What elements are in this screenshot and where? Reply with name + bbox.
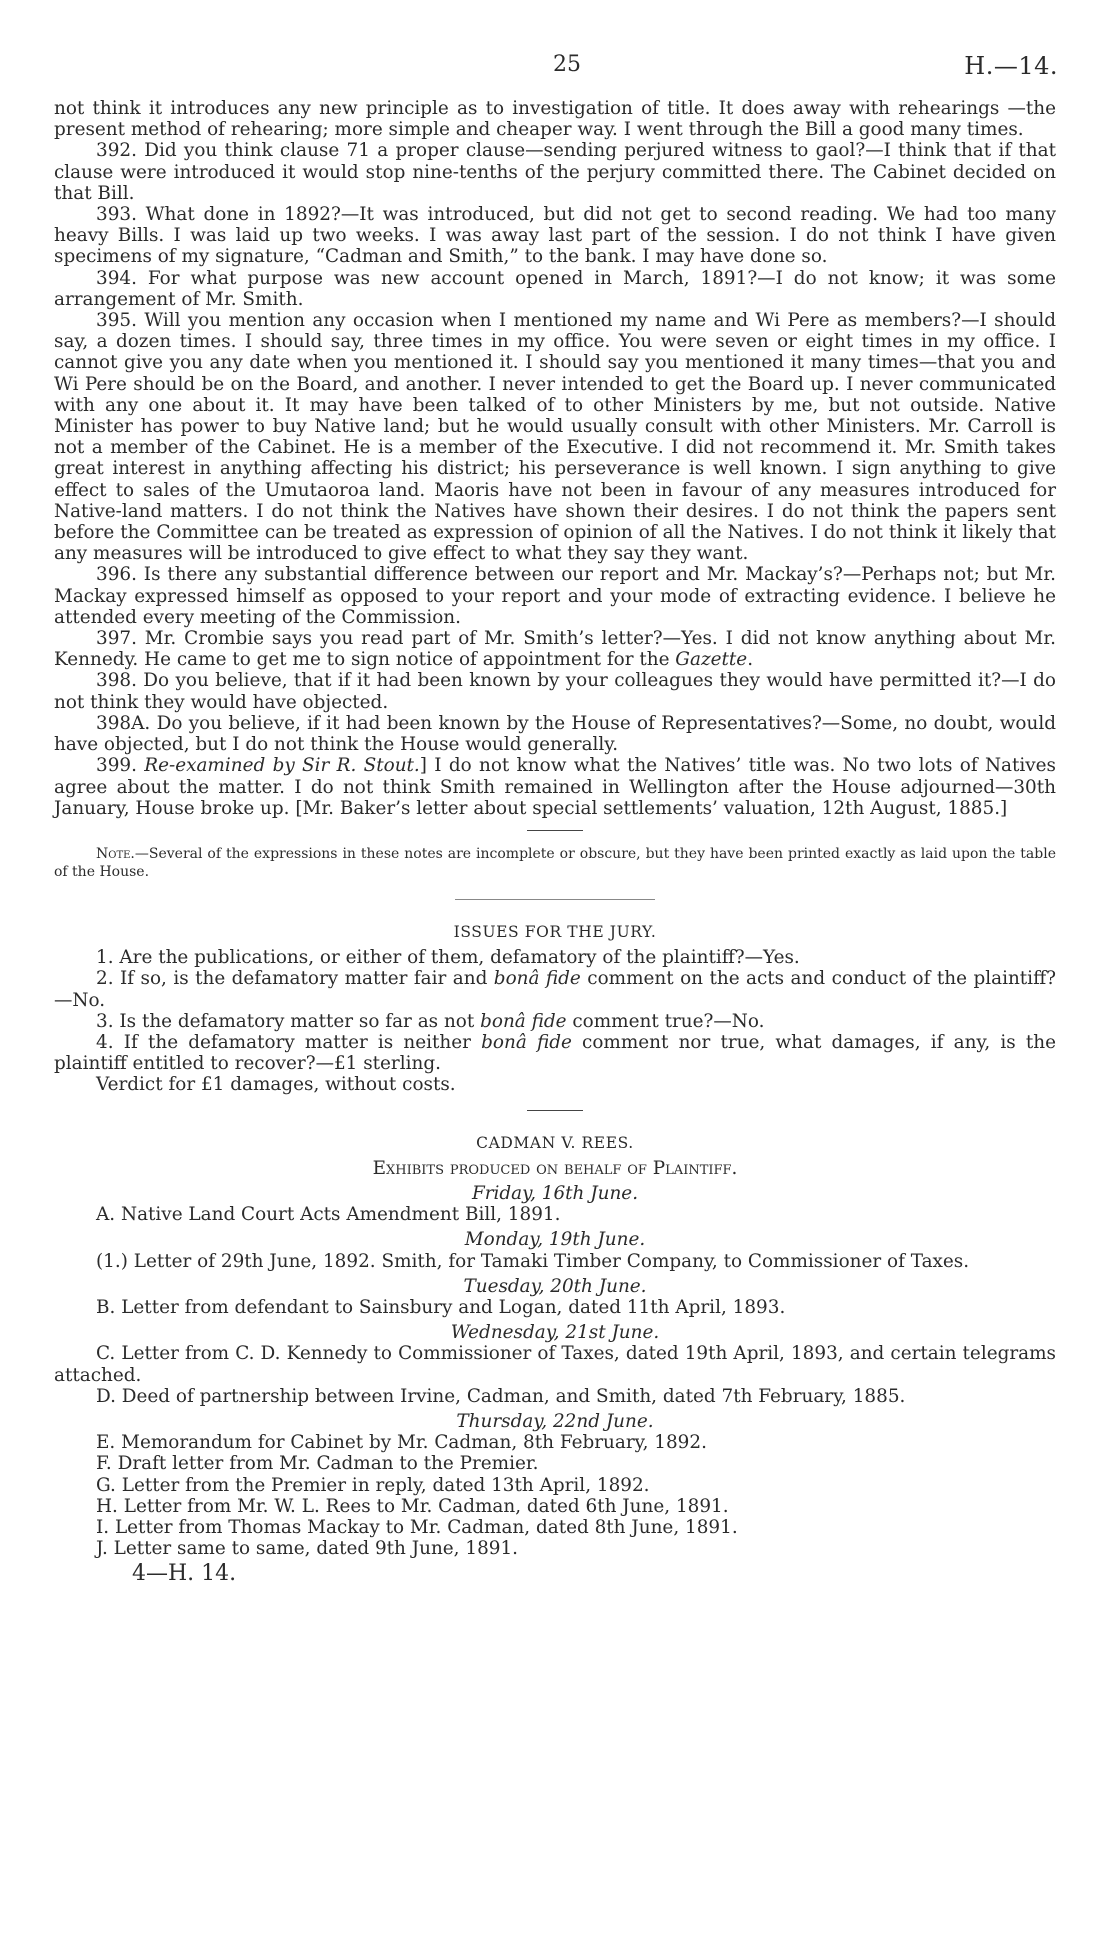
issue-4-latin: bonâ fide xyxy=(481,1031,572,1053)
gazette-title: Gazette xyxy=(675,649,748,671)
day-monday: Monday, 19th June. xyxy=(464,1229,646,1251)
exhibit-f: F. Draft letter from Mr. Cadman to the Premier. xyxy=(96,1453,539,1475)
question-393: 393. What done in 1892?—It was introduced, but did not get to second reading. We had too many heavy Bills. I was laid up two weeks. I was away last part of the session. I do not think I have given specimens of my signature, “Cadman and Smith,” to the bank. I may have done so. xyxy=(54,204,1056,268)
issues-heading: ISSUES FOR THE JURY. xyxy=(453,922,657,941)
question-398: 398. Do you believe, that if it had been known by your colleagues they would have permitted it?—I do not think they would have objected. xyxy=(54,670,1056,713)
question-395: 395. Will you mention any occasion when I mentioned my name and Wi Pere as members?—I should say, a dozen times. I should say, three times in my office. You were seven or eight times in my office. I cannot give you any date when you mentioned it. I should say you mentioned it many times—that you and Wi Pere should be on the Board, and another. I never intended to get the Board up. I never communicated with any one about it. It may have been talked of to other Ministers by me, but not outside. Native Minister has power to buy Native land; but he would usually consult with other Ministers. Mr. Carroll is not a member of the Cabinet. He is a member of the Executive. I did not recommend it. Mr. Smith takes great interest in anything affecting his district; his perseverance is well known. I sign anything to give effect to sales of the Umutaoroa land. Maoris have not been in favour of any measures introduced for Native-land matters. I do not think the Natives have shown their desires. I do not think the papers sent before the Committee can be treated as expression of opinion of all the Natives. I do not think it likely that any measures will be introduced to give effect to what they say they want. xyxy=(54,310,1056,565)
issue-4-text: 4. If the defamatory matter is neither xyxy=(96,1031,482,1053)
exhibit-d: D. Deed of partnership between Irvine, Cadman, and Smith, dated 7th February, 1885. xyxy=(96,1385,906,1407)
issue-2 xyxy=(54,968,1056,1010)
issue-1: 1. Are the publications, or either of them, defamatory of the plaintiff?—Yes. xyxy=(96,947,800,969)
page-number: 25 xyxy=(553,52,581,77)
issue-2-latin: bonâ fide xyxy=(493,968,581,990)
exhibit-b: B. Letter from defendant to Sainsbury and Logan, dated 11th April, 1893. xyxy=(96,1296,786,1318)
exhibit-e: E. Memorandum for Cabinet by Mr. Cadman, 8th February, 1892. xyxy=(96,1432,707,1454)
question-398a: 398A. Do you believe, if it had been known by the House of Representatives?—Some, no doubt, would have objected, but I do not think the House would generally. xyxy=(54,712,1056,756)
exhibit-j: J. Letter same to same, dated 9th June, 1891. xyxy=(96,1538,519,1560)
question-397-text: 397. Mr. Crombie says you read part of Mr. Smith’s letter?—Yes. I did not know anything about Mr. Kennedy. He came to get me to sign notice of appointment for the xyxy=(54,628,1056,671)
signature-mark: 4—H. 14. xyxy=(132,1561,237,1587)
question-397 xyxy=(54,628,1056,670)
note-paragraph xyxy=(54,845,1056,881)
case-title: CADMAN V. REES. xyxy=(476,1133,634,1152)
section-divider-wide xyxy=(455,899,655,900)
question-399-number: 399. xyxy=(96,755,145,777)
issue-3-end: comment true?—No. xyxy=(566,1010,765,1032)
issue-3-text: 3. Is the defamatory matter so far as not xyxy=(96,1010,481,1032)
exhibit-i: I. Letter from Thomas Mackay to Mr. Cadman, dated 8th June, 1891. xyxy=(96,1516,738,1538)
note-text: —Several of the expressions in these notes are incomplete or obscure, but they have been printed exactly as laid upon the table of the House. xyxy=(54,845,1056,880)
section-divider-2 xyxy=(527,1110,583,1111)
exhibit-c: C. Letter from C. D. Kennedy to Commissioner of Taxes, dated 19th April, 1893, and certain telegrams attached. xyxy=(54,1343,1056,1386)
note-label: Note. xyxy=(96,845,135,862)
exhibit-1: (1.) Letter of 29th June, 1892. Smith, for Tamaki Timber Company, to Commissioner of Taxes. xyxy=(96,1250,970,1272)
day-thursday: Thursday, 22nd June. xyxy=(456,1410,654,1432)
question-392: 392. Did you think clause 71 a proper clause—sending perjured witness to gaol?—I think that if that clause were introduced it would stop nine-tenths of the perjury committed there. The Cabinet decided on that Bill. xyxy=(54,140,1056,204)
section-divider xyxy=(527,830,583,831)
day-wednesday: Wednesday, 21st June. xyxy=(450,1322,660,1344)
issue-3-latin: bonâ fide xyxy=(480,1010,567,1032)
exhibits-subtitle: Exhibits produced on behalf of Plaintiff. xyxy=(372,1157,738,1179)
re-examined-label: Re-examined by Sir R. Stout. xyxy=(144,755,420,777)
exhibit-a: A. Native Land Court Acts Amendment Bill, 1891. xyxy=(96,1204,561,1226)
day-tuesday: Tuesday, 20th June. xyxy=(463,1275,647,1297)
continued-paragraph: not think it introduces any new principle as to investigation of title. It does away with rehearings —the present method of rehearing; more simple and cheaper way. I went through the Bill a good many times. xyxy=(54,98,1056,141)
document-body xyxy=(54,98,1056,1585)
question-397-end: . xyxy=(747,649,754,671)
issue-2-text: 2. If so, is the defamatory matter fair and xyxy=(96,968,494,990)
question-394: 394. For what purpose was new account opened in March, 1891?—I do not know; it was some arrangement of Mr. Smith. xyxy=(54,267,1056,310)
issue-2-end: comment on the acts and conduct of the plaintiff?—No. xyxy=(54,968,1056,1011)
question-399 xyxy=(54,755,1056,819)
exhibit-g: G. Letter from the Premier in reply, dated 13th April, 1892. xyxy=(96,1474,650,1496)
issue-3 xyxy=(54,1011,1056,1032)
document-code: H.—14. xyxy=(964,52,1058,80)
question-399-text: ] I do not know what the Natives’ title was. No two lots of Natives agree about the matter. I do not think Smith remained in Wellington after the House adjourned—30th January, House broke up. [Mr. Baker’s letter about special settlements’ valuation, 12th August, 1885.] xyxy=(54,755,1056,819)
exhibit-h: H. Letter from Mr. W. L. Rees to Mr. Cadman, dated 6th June, 1891. xyxy=(96,1495,729,1517)
issue-4-end: comment nor true, what damages, if any, is the plaintiff entitled to recover?—£1 sterling. xyxy=(54,1031,1057,1075)
day-friday: Friday, 16th June. xyxy=(471,1182,639,1204)
issue-4 xyxy=(54,1032,1056,1074)
page-header xyxy=(54,52,1056,86)
verdict: Verdict for £1 damages, without costs. xyxy=(96,1074,456,1096)
question-396: 396. Is there any substantial difference between our report and Mr. Mackay’s?—Perhaps not; but Mr. Mackay expressed himself as opposed to your report and your mode of extracting evidence. I believe he attended every meeting of the Commission. xyxy=(54,564,1056,628)
